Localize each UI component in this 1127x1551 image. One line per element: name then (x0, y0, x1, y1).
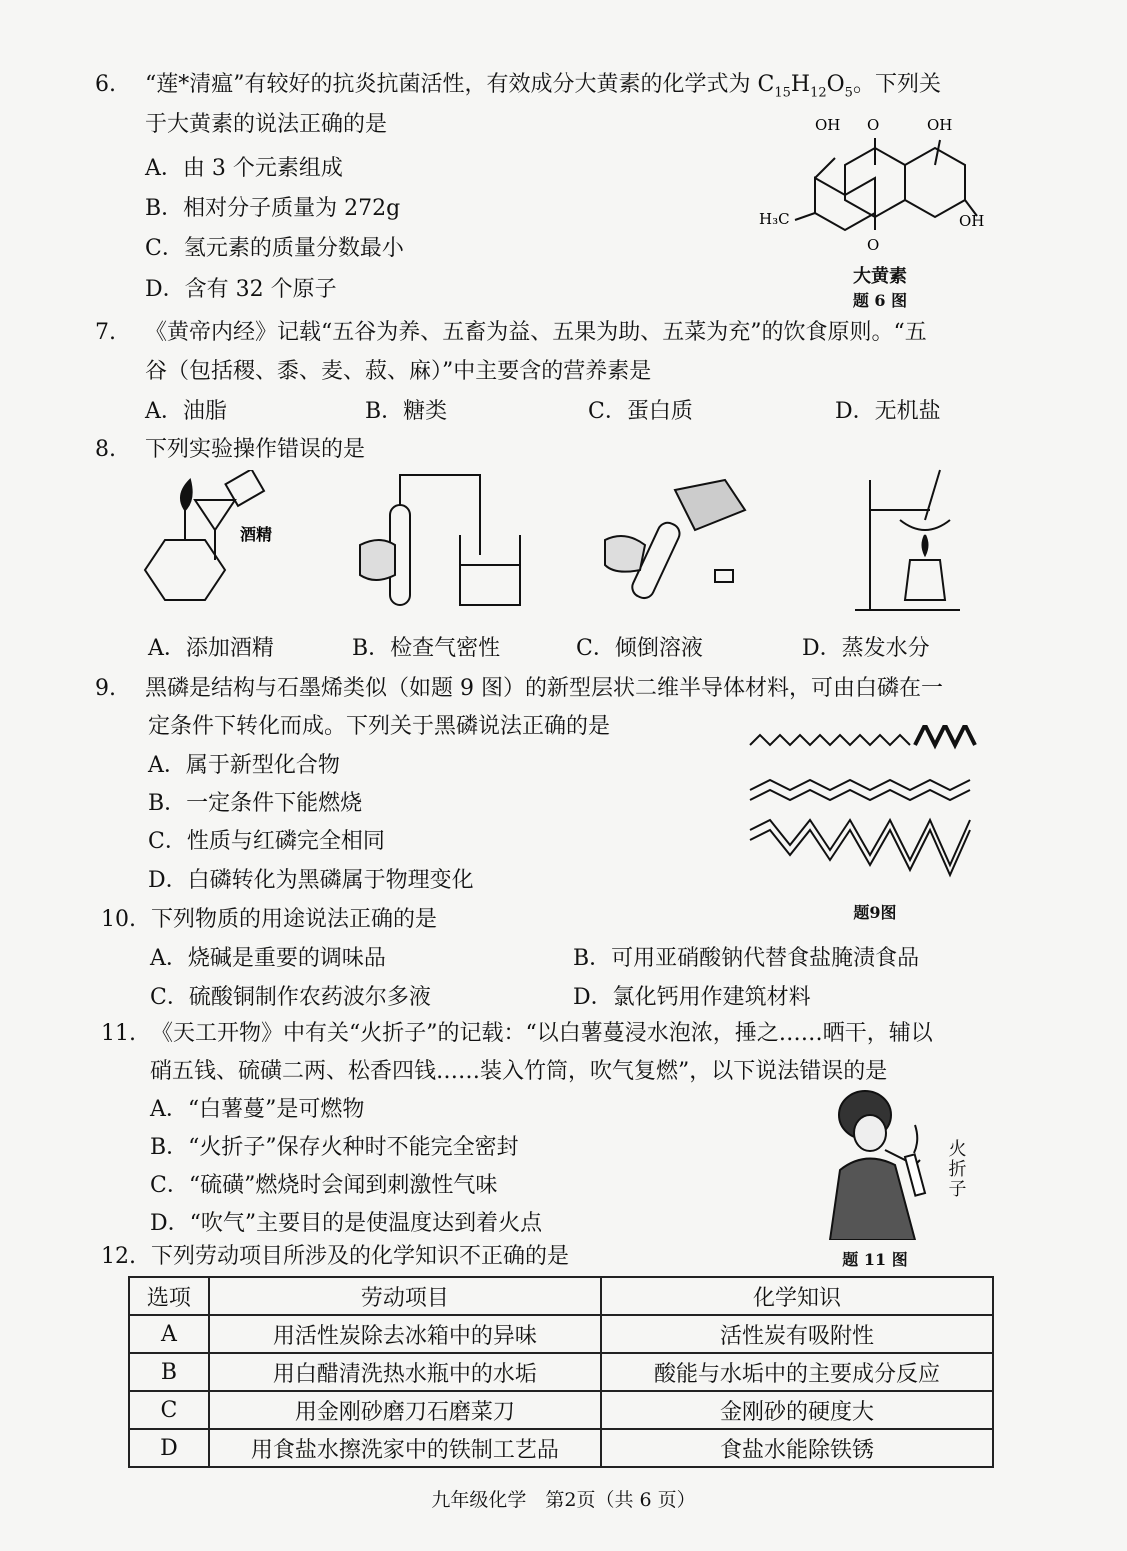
emodin-oh-bottom: OH (959, 212, 985, 230)
emodin-oh-right: OH (927, 116, 953, 134)
q8-figure-a-alcohol-lamp (135, 470, 295, 610)
table-cell: 酸能与水垢中的主要成分反应 (601, 1353, 993, 1391)
header-labor-item: 劳动项目 (209, 1277, 601, 1315)
q12-stem: 12. 下列劳动项目所涉及的化学知识不正确的是 (101, 1244, 570, 1269)
q9-figure-caption: 题9图 (853, 903, 897, 922)
q6-line2: 于大黄素的说法正确的是 (145, 112, 388, 137)
q7-option-b: B．糖类 (365, 399, 448, 424)
q9-black-phosphorus-figure (745, 725, 980, 890)
q12-table (128, 1276, 994, 1468)
q8-option-c: C．倾倒溶液 (576, 636, 703, 661)
q8-stem: 8. 下列实验操作错误的是 (95, 437, 366, 462)
table-cell: 活性炭有吸附性 (601, 1315, 993, 1353)
emodin-ch3: H₃C (759, 210, 790, 228)
q11-option-c: C．“硫磺”燃烧时会闻到刺激性气味 (150, 1173, 498, 1198)
q9-option-a: A．属于新型化合物 (148, 753, 340, 778)
q6-option-c: C．氢元素的质量分数最小 (145, 236, 404, 261)
q9-option-c: C．性质与红磷完全相同 (148, 829, 385, 854)
q7-line1: 7. 《黄帝内经》记载“五谷为养、五畜为益、五果为助、五菜为充”的饮食原则。“五 (95, 320, 927, 345)
q7-line2: 谷（包括稷、黍、麦、菽、麻）”中主要含的营养素是 (145, 359, 652, 384)
q10-option-d: D．氯化钙用作建筑材料 (573, 985, 811, 1010)
q6-option-a: A．由 3 个元素组成 (145, 156, 343, 181)
table-cell: 食盐水能除铁锈 (601, 1429, 993, 1467)
q11-line2: 硝五钱、硫磺二两、松香四钱……装入竹筒，吹气复燃”，以下说法错误的是 (150, 1059, 888, 1084)
q9-line1: 9. 黑磷是结构与石墨烯类似（如题 9 图）的新型层状二维半导体材料，可由白磷在一 (95, 676, 943, 701)
table-cell: 用白醋清洗热水瓶中的水垢 (209, 1353, 601, 1391)
table-header-row (129, 1277, 993, 1315)
table-cell: C (129, 1391, 209, 1429)
q10-option-a: A．烧碱是重要的调味品 (150, 946, 386, 971)
table-cell: B (129, 1353, 209, 1391)
q8-figure-b-airtight-check (350, 465, 530, 615)
q11-option-a: A．“白薯蔓”是可燃物 (150, 1097, 365, 1122)
q11-option-b: B．“火折子”保存火种时不能完全密封 (150, 1135, 519, 1160)
q11-figure-caption: 题 11 图 (842, 1250, 908, 1269)
header-option: 选项 (129, 1277, 209, 1315)
q9-line2: 定条件下转化而成。下列关于黑磷说法正确的是 (148, 714, 611, 739)
emodin-o-bottom: O (867, 236, 880, 254)
table-cell: 用金刚砂磨刀石磨菜刀 (209, 1391, 601, 1429)
q10-option-c: C．硫酸铜制作农药波尔多液 (150, 985, 431, 1010)
q8-option-a: A．添加酒精 (148, 636, 274, 661)
q7-option-c: C．蛋白质 (588, 399, 693, 424)
q9-option-b: B．一定条件下能燃烧 (148, 791, 363, 816)
emodin-oh-left: OH (815, 116, 841, 134)
q6-option-d: D．含有 32 个原子 (145, 277, 337, 302)
q7-option-a: A．油脂 (145, 399, 227, 424)
q6-figure-caption: 题 6 图 (852, 291, 908, 310)
q8-option-b: B．检查气密性 (352, 636, 501, 661)
table-row (129, 1429, 993, 1467)
q11-fire-starter-figure (810, 1085, 950, 1240)
header-chem-knowledge: 化学知识 (601, 1277, 993, 1315)
q11-option-d: D．“吹气”主要目的是使温度达到着火点 (150, 1211, 543, 1236)
table-row (129, 1391, 993, 1429)
page-footer: 九年级化学 第2页（共 6 页） (431, 1489, 696, 1511)
q11-figure-label: 火 折 子 (948, 1139, 967, 1200)
table-cell: 金刚砂的硬度大 (601, 1391, 993, 1429)
table-row (129, 1315, 993, 1353)
table-cell: 用活性炭除去冰箱中的异味 (209, 1315, 601, 1353)
q8-figure-c-pouring (595, 460, 775, 610)
emodin-o-top: O (867, 116, 880, 134)
q9-option-d: D．白磷转化为黑磷属于物理变化 (148, 868, 474, 893)
q11-line1: 11. 《天工开物》中有关“火折子”的记载：“以白薯蔓浸水泡浓，捶之……晒干，辅以 (101, 1021, 933, 1046)
q10-stem: 10. 下列物质的用途说法正确的是 (101, 907, 438, 932)
table-cell: 用食盐水擦洗家中的铁制工艺品 (209, 1429, 601, 1467)
q6-figure-name: 大黄素 (853, 266, 907, 287)
q6-option-b: B．相对分子质量为 272g (145, 196, 401, 221)
table-row (129, 1353, 993, 1391)
q7-option-d: D．无机盐 (835, 399, 941, 424)
q6-line1: 6. “莲*清瘟”有较好的抗炎抗菌活性，有效成分大黄素的化学式为 $C_{15}H_{12}O_5$。下列关 (95, 72, 941, 101)
q10-option-b: B．可用亚硝酸钠代替食盐腌渍食品 (573, 946, 920, 971)
table-cell: A (129, 1315, 209, 1353)
q8-figure-d-evaporation (850, 460, 970, 620)
table-cell: D (129, 1429, 209, 1467)
q8-option-d: D．蒸发水分 (802, 636, 930, 661)
q8-alcohol-label: 酒精 (240, 525, 273, 544)
